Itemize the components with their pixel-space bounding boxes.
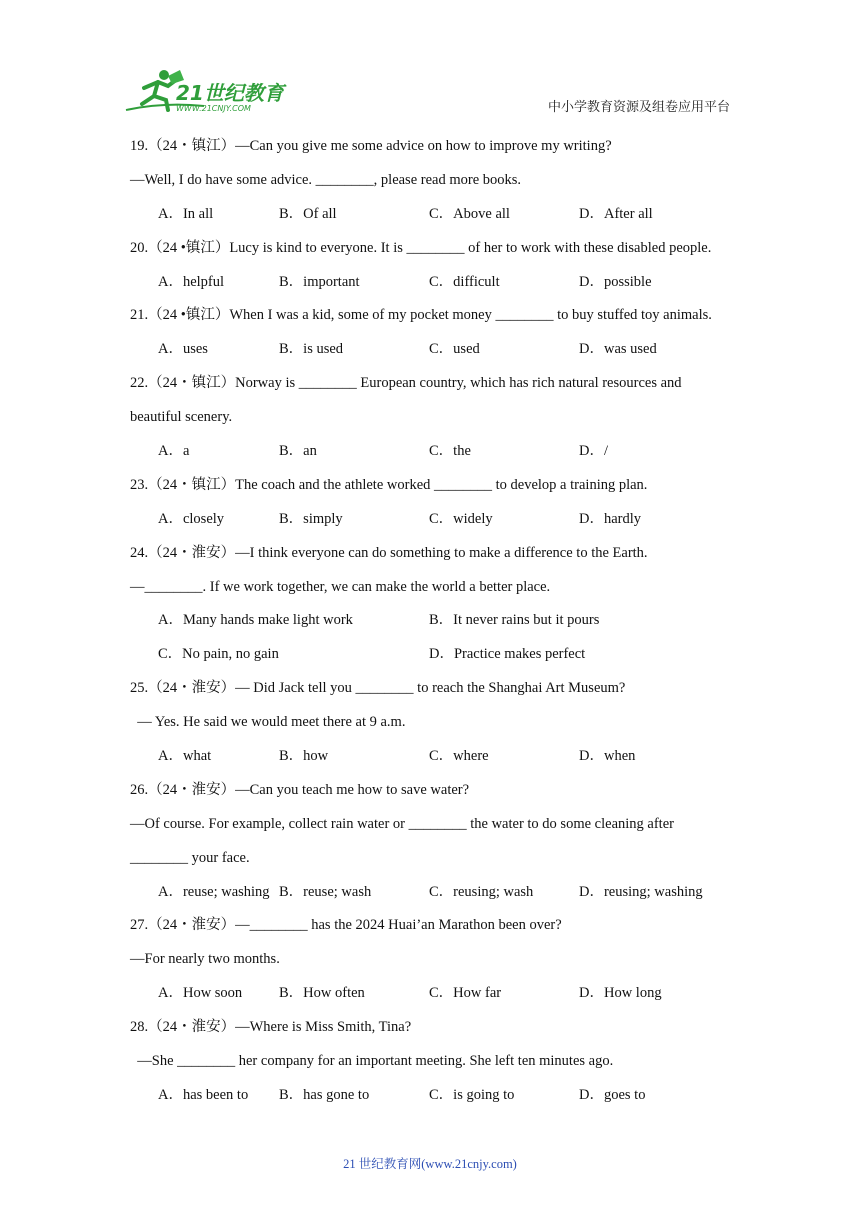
option-a: A．Many hands make light work — [158, 612, 353, 629]
logo-sub-text: WWW.21CNJY.COM — [176, 104, 251, 113]
option-c: C．used — [429, 341, 480, 358]
question-26-line-1: 26.（24・淮安）—Can you teach me how to save water? — [130, 781, 470, 798]
question-27-options — [130, 977, 740, 1011]
question-21-options — [130, 333, 740, 367]
option-b: B．how — [279, 748, 329, 765]
option-c: C．How far — [429, 985, 502, 1002]
option-b: B．is used — [279, 341, 344, 358]
option-d: D．/ — [579, 443, 608, 460]
option-d: D．How long — [579, 985, 662, 1002]
option-b: B．How often — [279, 985, 365, 1002]
option-b: B．an — [279, 443, 317, 460]
option-c: C．is going to — [429, 1086, 515, 1103]
question-19-line-2: —Well, I do have some advice. ________, please read more books. — [130, 171, 522, 188]
footer-link[interactable]: 21 世纪教育网(www.21cnjy.com) — [343, 1157, 517, 1171]
question-28-options — [130, 1079, 740, 1113]
option-d: D．possible — [579, 273, 652, 290]
option-b: B．simply — [279, 510, 343, 527]
option-a: A．How soon — [158, 985, 243, 1002]
question-27-line-1: 27.（24・淮安）—________ has the 2024 Huai’an Marathon been over? — [130, 917, 562, 934]
question-22-line-2: beautiful scenery. — [130, 409, 233, 426]
option-b: B．Of all — [279, 205, 337, 222]
option-d: D．was used — [579, 341, 657, 358]
option-b: B．important — [279, 273, 360, 290]
question-26-options — [130, 876, 740, 910]
option-a: A．reuse; washing — [158, 883, 270, 900]
question-23-line-1: 23.（24・镇江）The coach and the athlete worked ________ to develop a training plan. — [130, 476, 648, 493]
option-a: A．helpful — [158, 273, 225, 290]
option-a: A．a — [158, 443, 190, 460]
option-a: A．uses — [158, 341, 208, 358]
option-c: C．the — [429, 443, 471, 460]
question-21-line-1: 21.（24 •镇江）When I was a kid, some of my pocket money ________ to buy stuffed toy animals. — [130, 307, 712, 324]
question-20-line-1: 20.（24 •镇江）Lucy is kind to everyone. It is ________ of her to work with these disabled people. — [130, 239, 712, 256]
question-25-line-2: — Yes. He said we would meet there at 9 a.m. — [130, 714, 406, 731]
option-d: D．Practice makes perfect — [429, 646, 586, 663]
option-a: A．In all — [158, 205, 214, 222]
option-b: B．has gone to — [279, 1086, 370, 1103]
question-19-options — [130, 198, 740, 232]
question-19-line-1: 19.（24・镇江）—Can you give me some advice on how to improve my writing? — [130, 138, 612, 154]
option-d: D．hardly — [579, 510, 642, 527]
question-25-options — [130, 740, 740, 774]
question-24-options-row-1 — [130, 604, 740, 638]
question-24-options-row-2 — [130, 638, 740, 672]
option-c: C．where — [429, 748, 489, 765]
option-b: B．It never rains but it pours — [429, 612, 600, 629]
question-25-line-1: 25.（24・淮安）— Did Jack tell you ________ to reach the Shanghai Art Museum? — [130, 680, 626, 697]
question-22-options — [130, 435, 740, 469]
option-c: C．difficult — [429, 273, 500, 290]
header-platform-text: 中小学教育资源及组卷应用平台 — [547, 100, 730, 115]
logo — [124, 66, 289, 116]
option-c: C．reusing; wash — [429, 883, 534, 900]
option-a: A．has been to — [158, 1086, 249, 1103]
question-20-options — [130, 266, 740, 300]
question-24-line-2: —________. If we work together, we can make the world a better place. — [130, 578, 551, 595]
question-26-line-3: ________ your face. — [130, 849, 250, 866]
option-d: D．goes to — [579, 1086, 646, 1103]
question-23-options — [130, 503, 740, 537]
option-b: B．reuse; wash — [279, 883, 372, 900]
option-d: D．reusing; washing — [579, 883, 703, 900]
question-list — [130, 130, 740, 1113]
question-24-line-1: 24.（24・淮安）—I think everyone can do something to make a difference to the Earth. — [130, 544, 648, 561]
question-28-line-2: —She ________ her company for an important meeting. She left ten minutes ago. — [130, 1053, 614, 1070]
page-header — [0, 0, 860, 120]
option-c: C．widely — [429, 510, 493, 527]
option-a: A．closely — [158, 510, 225, 527]
option-c: C．No pain, no gain — [158, 646, 279, 663]
question-26-line-2: —Of course. For example, collect rain water or ________ the water to do some cleaning after — [130, 815, 674, 832]
question-27-line-2: —For nearly two months. — [130, 951, 280, 968]
option-a: A．what — [158, 748, 212, 765]
question-28-line-1: 28.（24・淮安）—Where is Miss Smith, Tina? — [130, 1019, 412, 1036]
option-c: C．Above all — [429, 205, 510, 222]
logo-main-text: 21世纪教育 — [176, 81, 284, 105]
option-d: D．After all — [579, 205, 653, 222]
question-22-line-1: 22.（24・镇江）Norway is ________ European country, which has rich natural resources and — [130, 375, 682, 392]
option-d: D．when — [579, 748, 636, 765]
